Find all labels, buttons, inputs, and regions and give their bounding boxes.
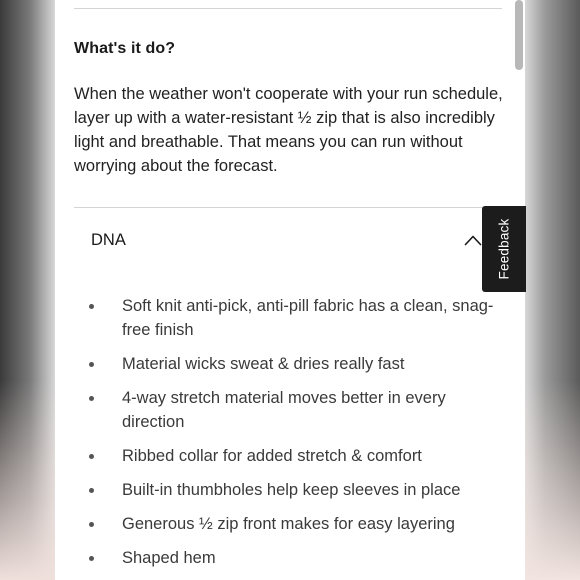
- list-item: [74, 294, 504, 342]
- list-item: [74, 444, 504, 468]
- section-title: What's it do?: [74, 40, 176, 57]
- list-item: [74, 512, 504, 536]
- scrollbar-thumb[interactable]: [515, 0, 523, 70]
- list-item-text: Built-in thumbholes help keep sleeves in place: [122, 481, 461, 499]
- bullet-icon: [89, 362, 94, 367]
- product-details-panel: [55, 0, 525, 580]
- list-item-text: 4-way stretch material moves better in every direction: [122, 389, 446, 431]
- background-right: [520, 380, 580, 580]
- list-item: [74, 386, 504, 434]
- bullet-icon: [89, 396, 94, 401]
- feedback-label: Feedback: [496, 218, 512, 280]
- list-item: [74, 352, 504, 376]
- bullet-icon: [89, 488, 94, 493]
- list-item-text: Shaped hem: [122, 549, 216, 567]
- list-item-text: Material wicks sweat & dries really fast: [122, 355, 405, 373]
- bullet-icon: [89, 522, 94, 527]
- bullet-icon: [89, 454, 94, 459]
- list-item: [74, 546, 504, 570]
- dna-accordion-header[interactable]: [74, 208, 502, 274]
- chevron-up-icon[interactable]: [464, 234, 482, 246]
- dna-feature-list: [74, 294, 504, 580]
- list-item-text: Generous ½ zip front makes for easy layering: [122, 515, 455, 533]
- feedback-tab-button[interactable]: [482, 206, 526, 292]
- list-item-text: Soft knit anti-pick, anti-pill fabric has a clean, snag-free finish: [122, 297, 494, 339]
- list-item: [74, 478, 504, 502]
- list-item-text: Ribbed collar for added stretch & comfort: [122, 447, 422, 465]
- bullet-icon: [89, 304, 94, 309]
- bullet-icon: [89, 556, 94, 561]
- section-description: When the weather won't cooperate with your run schedule, layer up with a water-resistant ½ zip that is also incredibly light and breathable. That means you can run without worrying about the forecast.: [74, 85, 503, 175]
- top-divider: [74, 8, 502, 9]
- dna-label: DNA: [91, 231, 126, 249]
- background-left: [0, 380, 60, 580]
